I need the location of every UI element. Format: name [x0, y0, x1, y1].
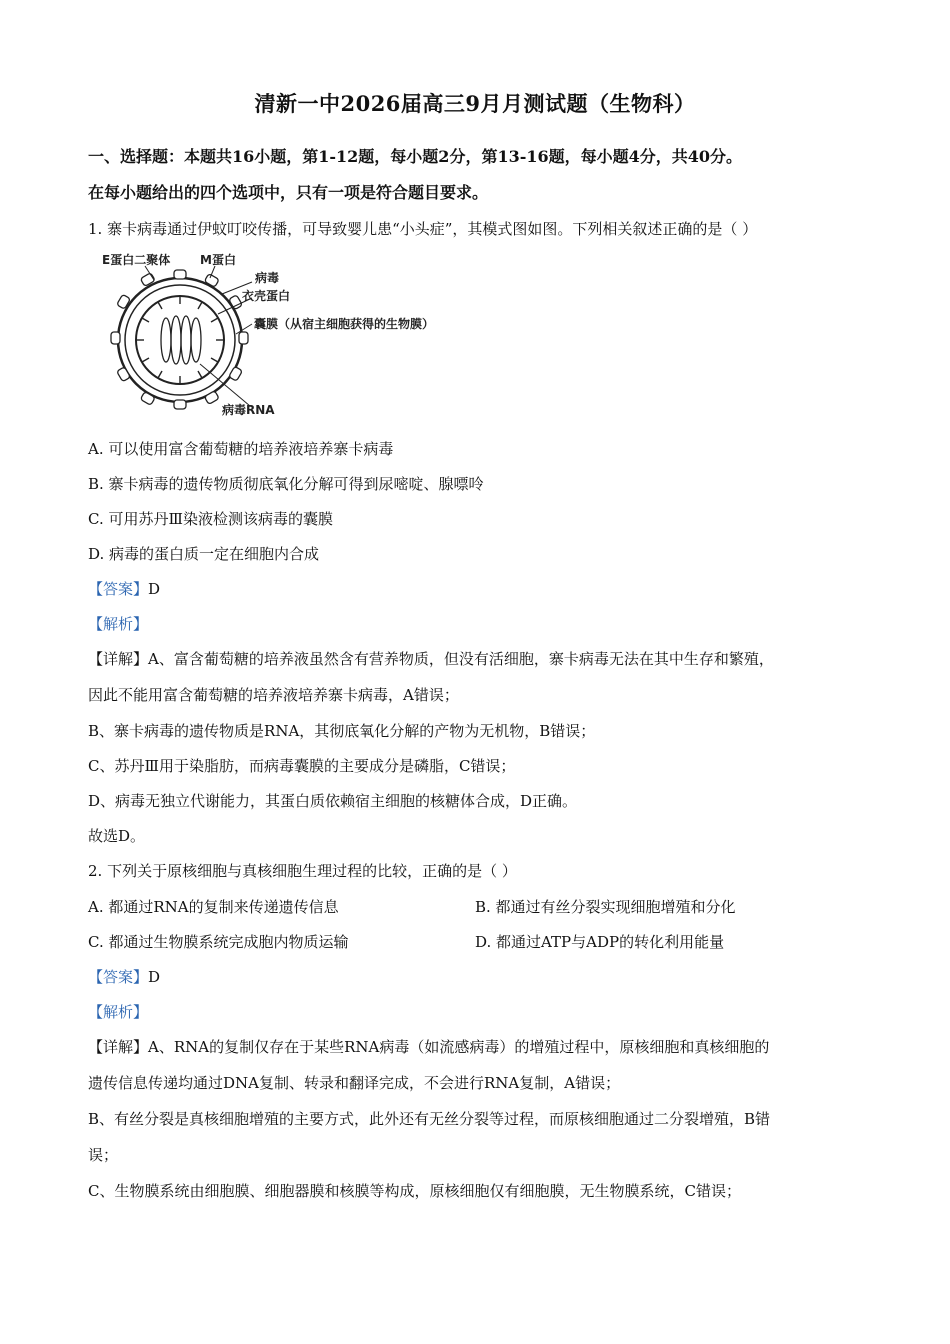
q1-answer-tag: 【答案】: [88, 580, 149, 598]
label-envelope: 囊膜（从宿主细胞获得的生物膜）: [254, 317, 435, 331]
q1-detail-line: C、苏丹Ⅲ用于染脂肪，而病毒囊膜的主要成分是磷脂，C错误；: [88, 757, 516, 775]
q1-detail-text: A、富含葡萄糖的培养液虽然含有营养物质，但没有活细胞，寨卡病毒无法在其中生存和繁殖，: [148, 650, 774, 668]
q1-conclusion: 故选D。: [88, 827, 146, 845]
label-viral-rna: 病毒RNA: [222, 403, 275, 417]
q1-detail-line: [88, 648, 774, 670]
q2-answer-value: D: [148, 968, 161, 986]
q1-detail-tag: 【详解】: [88, 650, 149, 668]
q1-detail-line: D、病毒无独立代谢能力，其蛋白质依赖宿主细胞的核糖体合成，D正确。: [88, 792, 578, 810]
q2-detail-text: A、RNA的复制仅存在于某些RNA病毒（如流感病毒）的增殖过程中，原核细胞和真核细胞的: [148, 1038, 770, 1056]
q2-detail-line: C、生物膜系统由细胞膜、细胞器膜和核膜等构成，原核细胞仅有细胞膜，无生物膜系统，C错误；: [88, 1182, 741, 1200]
label-virus: 病毒: [255, 271, 280, 285]
q1-option-c: C. 可用苏丹Ⅲ染液检测该病毒的囊膜: [88, 510, 333, 528]
q1-stem: 1. 寨卡病毒通过伊蚊叮咬传播，可导致婴儿患“小头症”，其模式图如图。下列相关叙述正确的是（ ）: [88, 220, 758, 238]
zika-virus-diagram: [100, 252, 480, 422]
q1-option-d: D. 病毒的蛋白质一定在细胞内合成: [88, 545, 320, 563]
section-heading-line-2: 在每小题给出的四个选项中，只有一项是符合题目要求。: [88, 183, 489, 202]
q1-option-b: B. 寨卡病毒的遗传物质彻底氧化分解可得到尿嘧啶、腺嘌呤: [88, 475, 484, 493]
q2-detail-line: 遗传信息传递均通过DNA复制、转录和翻译完成，不会进行RNA复制，A错误；: [88, 1074, 621, 1092]
q1-detail-line: 因此不能用富含葡萄糖的培养液培养寨卡病毒，A错误；: [88, 686, 459, 704]
q2-answer: [88, 966, 160, 988]
label-e-protein-dimer: E蛋白二聚体: [102, 253, 171, 267]
q2-detail-tag: 【详解】: [88, 1038, 149, 1056]
capsid-ring: [136, 296, 224, 384]
q1-analysis-tag: 【解析】: [88, 615, 149, 633]
section-heading-line-1: 一、选择题：本题共16小题，第1-12题，每小题2分，第13-16题，每小题4分，共40分。: [88, 147, 743, 166]
label-m-protein: M蛋白: [200, 253, 236, 267]
q2-answer-tag: 【答案】: [88, 968, 149, 986]
q2-option-c: C. 都通过生物膜系统完成胞内物质运输: [88, 933, 349, 951]
q2-stem: 2. 下列关于原核细胞与真核细胞生理过程的比较，正确的是（ ）: [88, 862, 517, 880]
q2-option-b: B. 都通过有丝分裂实现细胞增殖和分化: [475, 898, 736, 916]
q1-answer: [88, 578, 160, 600]
q1-option-a: A. 可以使用富含葡萄糖的培养液培养寨卡病毒: [88, 440, 394, 458]
page-title: 清新一中2026届高三9月月测试题（生物科）: [254, 91, 696, 116]
q2-analysis-tag: 【解析】: [88, 1003, 149, 1021]
q1-detail-line: B、寨卡病毒的遗传物质是RNA，其彻底氧化分解的产物为无机物，B错误；: [88, 722, 596, 740]
surface-proteins: [111, 270, 248, 409]
q2-detail-line: 误；: [88, 1146, 119, 1164]
q2-detail-line: [88, 1036, 769, 1058]
q2-detail-line: B、有丝分裂是真核细胞增殖的主要方式，此外还有无丝分裂等过程，而原核细胞通过二分裂增殖，B错: [88, 1110, 771, 1128]
q2-option-d: D. 都通过ATP与ADP的转化利用能量: [475, 933, 725, 951]
label-capsid-protein: 衣壳蛋白: [242, 289, 291, 303]
q2-option-a: A. 都通过RNA的复制来传递遗传信息: [88, 898, 339, 916]
viral-rna: [161, 316, 201, 364]
q1-answer-value: D: [148, 580, 161, 598]
